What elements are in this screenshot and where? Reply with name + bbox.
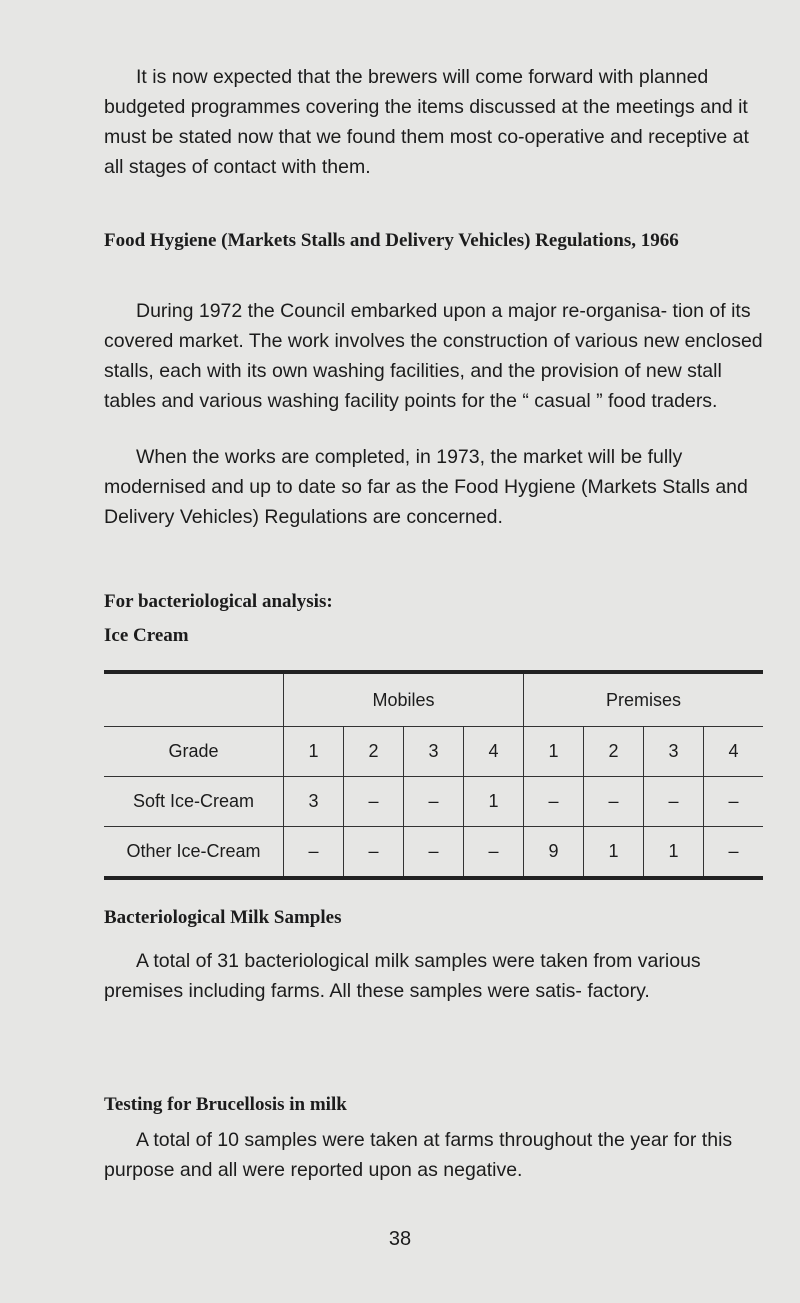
ice-cream-table [104,670,763,880]
table-cell: – [704,827,764,879]
table-cell: 3 [284,777,344,827]
heading-food-hygiene-regulations: Food Hygiene (Markets Stalls and Delivery Vehicles) Regulations, 1966 [104,230,679,251]
heading-ice-cream: Ice Cream [104,625,189,646]
grade-cell: 4 [704,727,764,777]
heading-bacteriological-analysis: For bacteriological analysis: [104,591,333,612]
table-cell: – [404,777,464,827]
table-cell: – [344,827,404,879]
table-row [104,777,763,827]
table-cell: 1 [464,777,524,827]
table-cell: – [344,777,404,827]
grade-label: Grade [104,727,284,777]
page-number: 38 [388,1228,412,1250]
table-corner-cell [104,672,284,727]
group-header-premises: Premises [524,672,764,727]
heading-bacteriological-milk-samples: Bacteriological Milk Samples [104,907,342,928]
grade-cell: 4 [464,727,524,777]
table-cell: – [584,777,644,827]
table-cell: 9 [524,827,584,879]
table-cell: – [524,777,584,827]
grade-cell: 2 [344,727,404,777]
grade-row [104,727,763,777]
grade-cell: 1 [524,727,584,777]
paragraph-brucellosis: A total of 10 samples were taken at farms throughout the year for this purpose and all were reported upon as negative. [104,1129,733,1181]
table-cell: – [704,777,764,827]
table-cell: – [644,777,704,827]
table-cell: 1 [584,827,644,879]
table-cell: – [404,827,464,879]
paragraph-works-completed: When the works are completed, in 1973, the market will be fully modernised and up to date so far as the Food Hygiene (Markets Stalls and Delivery Vehicles) Regulations are concerned. [104,446,748,528]
grade-cell: 2 [584,727,644,777]
heading-brucellosis-testing: Testing for Brucellosis in milk [104,1094,347,1115]
paragraph-milk-samples: A total of 31 bacteriological milk samples were taken from various premises including farms. All these samples were satis- factory. [104,950,701,1002]
table-cell: – [464,827,524,879]
grade-cell: 1 [284,727,344,777]
table-cell: – [284,827,344,879]
grade-cell: 3 [404,727,464,777]
table-group-header-row [104,672,763,727]
paragraph-brewers: It is now expected that the brewers will come forward with planned budgeted programmes covering the items discussed at the meetings and it must be stated now that we found them most co-operative and receptive at all stages of contact with them. [104,66,749,178]
group-header-mobiles: Mobiles [284,672,524,727]
row-label: Other Ice-Cream [126,841,261,861]
grade-cell: 3 [644,727,704,777]
row-label: Soft Ice-Cream [104,777,284,827]
paragraph-market-reorganisation: During 1972 the Council embarked upon a major re-organisa- tion of its covered market. The work involves the construction of various new enclosed stalls, each with its own washing facilities, and the provision of new stall tables and various washing facility points for the “ casual ” food traders. [104,300,763,412]
table-row [104,827,763,879]
table-cell: 1 [644,827,704,879]
